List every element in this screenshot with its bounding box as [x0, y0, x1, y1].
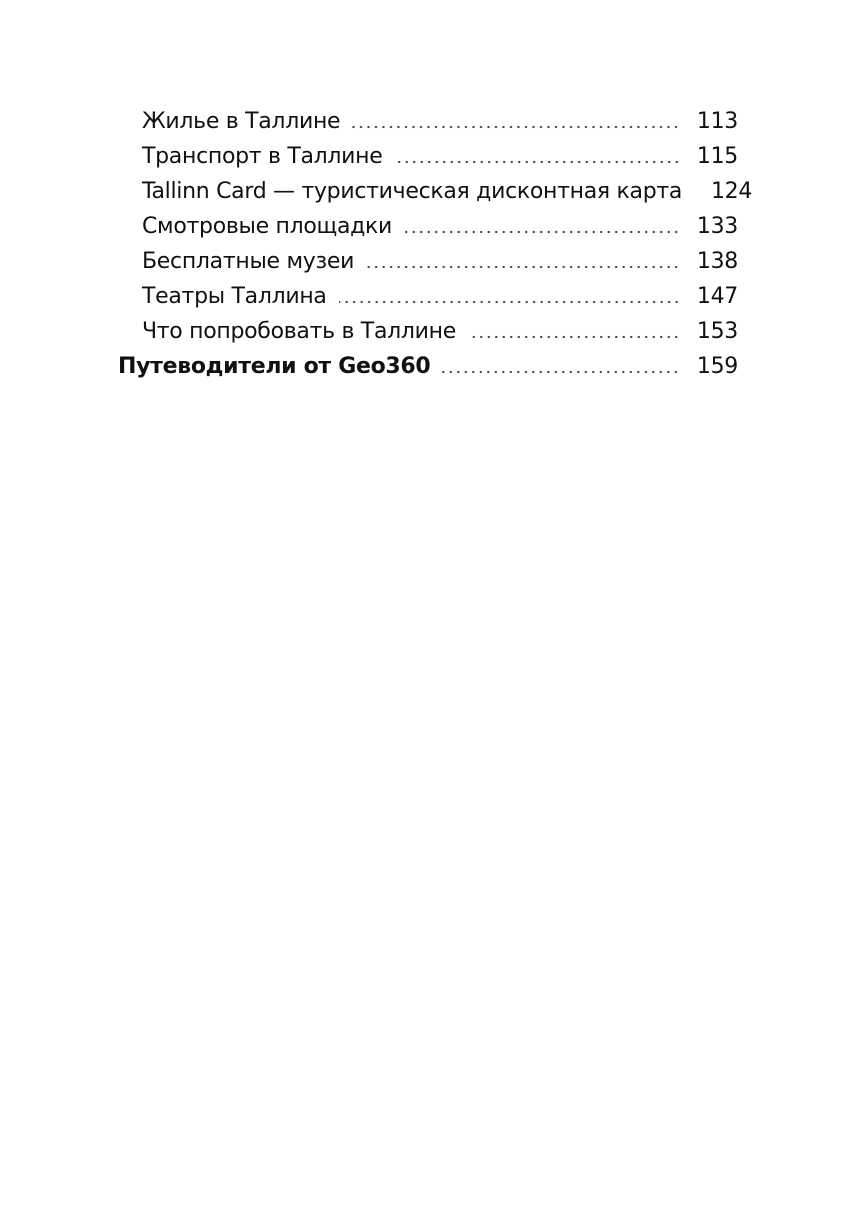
dot-leader — [395, 160, 680, 164]
toc-entry[interactable] — [0, 209, 856, 244]
toc-entry-page: 147 — [696, 284, 738, 309]
toc-entry-title: Смотровые площадки — [142, 214, 393, 239]
toc-entry[interactable] — [0, 139, 856, 174]
toc-entry[interactable] — [0, 174, 856, 209]
toc-entry-title: Tallinn Card — туристическая дисконтная карта — [142, 179, 683, 204]
toc-entry-page: 159 — [696, 354, 738, 379]
toc-entry-page: 153 — [696, 319, 738, 344]
toc-entry-title: Театры Таллина — [142, 284, 327, 309]
toc-entry-page: 138 — [696, 249, 738, 274]
table-of-contents — [0, 104, 856, 384]
toc-entry-page: 113 — [696, 109, 738, 134]
toc-entry-title: Жилье в Таллине — [142, 109, 341, 134]
dot-leader — [339, 300, 680, 304]
dot-leader — [442, 370, 680, 374]
toc-entry-title: Что попробовать в Таллине — [142, 319, 456, 344]
dot-leader — [352, 125, 680, 129]
toc-entry[interactable] — [0, 104, 856, 139]
toc-entry-title: Бесплатные музеи — [142, 249, 355, 274]
toc-entry[interactable] — [0, 244, 856, 279]
toc-entry-title: Транспорт в Таллине — [142, 144, 383, 169]
dot-leader — [366, 265, 680, 269]
toc-entry[interactable] — [0, 279, 856, 314]
toc-entry-page: 115 — [696, 144, 738, 169]
toc-section-entry[interactable] — [0, 349, 856, 384]
toc-entry[interactable] — [0, 314, 856, 349]
toc-entry-page: 124 — [710, 179, 753, 204]
dot-leader — [404, 230, 680, 234]
dot-leader — [468, 335, 680, 339]
toc-entry-title: Путеводители от Geo360 — [118, 354, 431, 379]
toc-entry-page: 133 — [696, 214, 738, 239]
